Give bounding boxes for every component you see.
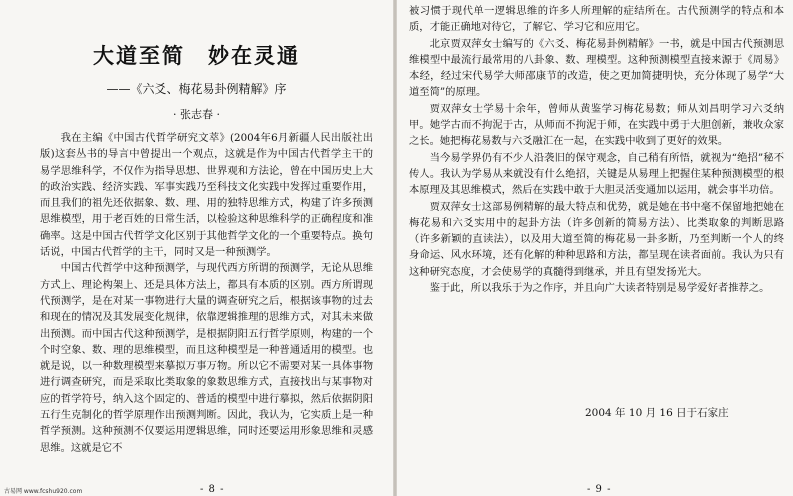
site-watermark: 古易网 www.fcshu920.com xyxy=(4,488,83,495)
paragraph: 贾双萍女士学易十余年，曾师从黄鉴学习梅花易数；师从刘昌明学习六爻纳甲。她学古而不拘泥于古，从师而不拘泥于师，在实践中勇于大胆创新，兼收众家之长。她把梅花易数与六爻融汇在一起，在实践中收到了更好的效果。 xyxy=(409,102,784,148)
dateline: 2004 年 10 月 16 日于石家庄 xyxy=(585,407,729,419)
author-name: · 张志春 · xyxy=(173,108,220,121)
paragraph: 我在主编《中国古代哲学研究文萃》(2004年6月新疆人民出版社出版)这套丛书的导言中曾提出一个观点，这就是作为中国古代哲学主干的易学思维科学，不仅作为指导思想、世界观和方法论，曾在中国历史上大的政治实践、经济实践、军事实践乃至科技文化实践中发挥过重要作用，而且我们的祖先还依据象、数、理、用的独特思维方式，构建了许多预测思维模型，用于老百姓的日常生活，以检验这种思维科学的正确程度和准确率。这是中国古代哲学文化区别于其他哲学文化的一个重要特点。换句话说，中国古代哲学的主干，同时又是一种预测学。 xyxy=(40,132,373,259)
page-number-right: - 9 - xyxy=(587,484,612,495)
right-body-text xyxy=(409,3,784,355)
paragraph: 鉴于此，所以我乐于为之作序，并且向广大读者特别是易学爱好者推荐之。 xyxy=(429,282,770,295)
left-page xyxy=(0,0,393,496)
preface-subtitle: ——《六爻、梅花易卦例精解》序 xyxy=(106,82,287,96)
paragraph-continuation: 被习惯于现代单一逻辑思维的许多人所理解的症结所在。古代预测学的特点和本质，才能正确地对待它，了解它、学习它和应用它。 xyxy=(409,5,784,34)
paragraph: 中国古代哲学中这种预测学，与现代西方所谓的预测学，无论从思维方式上、理论构架上、还是具体方法上，都具有本质的区别。西方所谓现代预测学，是在对某一事物进行大量的调查研究之后，根据该事物的过去和现在的情况及其发展变化规律，依靠逻辑推理的思维方式，对其未来做出预测。而中国古代这种预测学，是根据阴阳五行哲学原则，构建的一个个时空象、数、理的思维模型，而且这种模型是一种普通适用的模型。也就是说，以一种数理模型来摹拟万事万物。所以它不需要对某一具体事物进行调查研究，而是采取比类取象的象数思维方式，直接找出与某事物对应的哲学符号，纳入这个固定的、普适的模型中进行摹拟，然后依据阴阳五行生克制化的哲学原理作出预测判断。因此，我认为，它实质上是一种哲学预测。这种预测不仅要运用逻辑思维，同时还要运用形象思维和灵感思维。这就是它不 xyxy=(40,262,373,454)
page-number-left: - 8 - xyxy=(200,484,225,495)
paragraph: 北京贾双萍女士编写的《六爻、梅花易卦例精解》一书，就是中国古代预测思维模型中最流行最常用的八卦象、数、理模型。这种预测模型直接来源于《周易》本经，经过宋代易学大师邵康节的改造，使之更加简捷明快，充分体现了易学“大道至简”的原理。 xyxy=(409,37,784,99)
preface-title: 大道至简 妙在灵通 xyxy=(93,44,300,68)
left-body-text xyxy=(40,130,373,476)
paragraph: 当今易学界仍有不少人沿袭旧的保守观念，自己稍有所悟，就视为“绝招”秘不传人。我认为学易从来就没有什么绝招，关键是从易理上把握住某种预测模型的根本原理及其思维模式，然后在实践中敢于大胆灵活变通加以运用，就会事半功倍。 xyxy=(409,151,784,197)
paragraph: 贾双萍女士这部易例精解的最大特点和优势，就是她在书中毫不保留地把她在梅花易和六爻实用中的起卦方法（许多创新的简易方法）、比类取象的判断思路（许多新颖的直读法），以及用大道至简的梅花易一卦多断，乃至判断一个人的终身命运、风水环境，还有化解的种种思路和方法，都呈现在读者面前。我认为只有这种研究态度，才会使易学的真髓得到继承，并且有望发扬光大。 xyxy=(409,200,784,278)
right-page xyxy=(397,0,793,496)
